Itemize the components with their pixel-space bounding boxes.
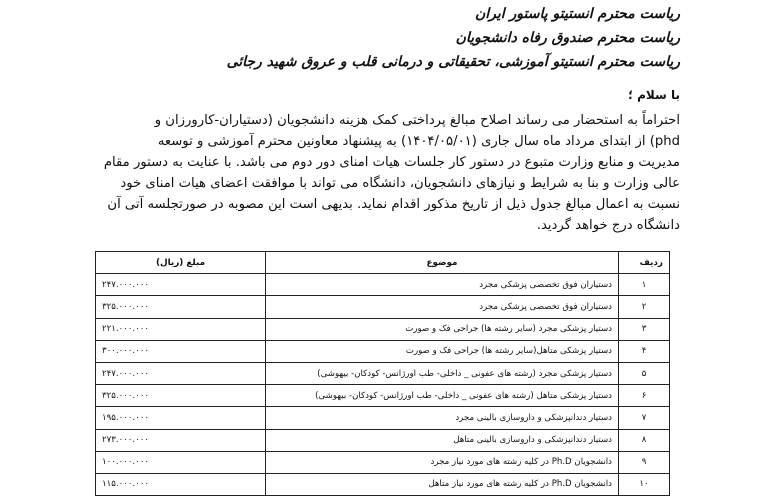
row-subject: دستیار دندانپزشکی و داروسازی بالینی متاهل <box>266 429 619 451</box>
row-subject: دانشجویان Ph.D در کلیه رشته های مورد نیاز متاهل <box>266 473 619 495</box>
addressee-line: ریاست محترم انستیتو پاستور ایران <box>474 6 680 22</box>
row-amount: ۳۲۵.۰۰۰.۰۰۰ <box>96 296 266 318</box>
addressee-block <box>80 2 680 74</box>
header-radif: ردیف <box>619 252 670 274</box>
body-line: نسبت به اعمال مبالغ جدول ذیل از تاریخ مذکور اقدام نماید. بدیهی است این مصوبه در صورتجلسه آتی آن <box>107 197 680 212</box>
row-amount: ۲۴۷.۰۰۰.۰۰۰ <box>96 362 266 384</box>
table-header-row <box>96 252 670 274</box>
row-number: ۲ <box>619 296 670 318</box>
row-subject: دستیار دندانپزشکی و داروسازی بالینی مجرد <box>266 407 619 429</box>
header-amount: مبلغ (ریال) <box>96 252 266 274</box>
row-amount: ۳۰۰.۰۰۰.۰۰۰ <box>96 340 266 362</box>
row-amount: ۲۲۱.۰۰۰.۰۰۰ <box>96 318 266 340</box>
fee-table <box>95 251 670 496</box>
row-number: ۷ <box>619 407 670 429</box>
row-amount: ۱۱۵.۰۰۰.۰۰۰ <box>96 473 266 495</box>
row-number: ۱ <box>619 274 670 296</box>
row-subject: دستیاران فوق تخصصی پزشکی مجرد <box>266 274 619 296</box>
row-number: ۳ <box>619 318 670 340</box>
table-row <box>96 473 670 495</box>
letter-body <box>80 110 680 236</box>
addressee-line: ریاست محترم صندوق رفاه دانشجویان <box>455 30 680 46</box>
body-line: phd) از ابتدای مرداد ماه سال جاری (۱۴۰۴/۰۵/۰۱) به پیشنهاد معاونین محترم آموزشی و توسعه <box>157 134 680 149</box>
row-amount: ۲۴۷.۰۰۰.۰۰۰ <box>96 274 266 296</box>
row-amount: ۲۷۳.۰۰۰.۰۰۰ <box>96 429 266 451</box>
header-subject: موضوع <box>266 252 619 274</box>
row-number: ۴ <box>619 340 670 362</box>
row-number: ۶ <box>619 385 670 407</box>
row-subject: دستیار پزشکی متاهل(سایر رشته ها) جراحی فک و صورت <box>266 340 619 362</box>
row-subject: دستیار پزشکی متاهل (رشته های عفونی _ داخلی- طب اورژانس- کودکان- بیهوشی) <box>266 385 619 407</box>
greeting: با سلام ؛ <box>628 88 680 102</box>
row-number: ۸ <box>619 429 670 451</box>
row-amount: ۱۹۵.۰۰۰.۰۰۰ <box>96 407 266 429</box>
body-line: عالی وزارت و بنا به شرایط و نیازهای دانشجویان، دانشگاه می تواند با موافقت اعضای هیات امنای خود <box>120 176 680 191</box>
table-row <box>96 385 670 407</box>
row-subject: دستیاران فوق تخصصی پزشکی مجرد <box>266 296 619 318</box>
table-row <box>96 362 670 384</box>
row-subject: دانشجویان Ph.D در کلیه رشته های مورد نیاز مجرد <box>266 451 619 473</box>
row-amount: ۳۲۵.۰۰۰.۰۰۰ <box>96 385 266 407</box>
body-line: مدیریت و منابع وزارت متبوع در دستور کار جلسات هیات امنای دور دوم می باشد. با عنایت به دستور مقام <box>103 155 680 170</box>
row-number: ۹ <box>619 451 670 473</box>
table-row <box>96 318 670 340</box>
row-subject: دستیار پزشکی مجرد (رشته های عفونی _ داخلی- طب اورژانس- کودکان- بیهوشی) <box>266 362 619 384</box>
table-row <box>96 296 670 318</box>
table-row <box>96 451 670 473</box>
table-row <box>96 429 670 451</box>
row-number: ۱۰ <box>619 473 670 495</box>
row-amount: ۱۰۰.۰۰۰.۰۰۰ <box>96 451 266 473</box>
row-subject: دستیار پزشکی مجرد (سایر رشته ها) جراحی فک و صورت <box>266 318 619 340</box>
addressee-line: ریاست محترم انستیتو آموزشی، تحقیقاتی و درمانی قلب و عروق شهید رجائی <box>226 54 680 70</box>
row-number: ۵ <box>619 362 670 384</box>
table-row <box>96 340 670 362</box>
body-line: احتراماً به استحضار می رساند اصلاح مبالغ پرداختی کمک هزینه دانشجویان (دستیاران-کارورزان و <box>154 113 680 128</box>
body-line: دانشگاه درج خواهد گردید. <box>536 218 680 233</box>
table-row <box>96 274 670 296</box>
table-row <box>96 407 670 429</box>
